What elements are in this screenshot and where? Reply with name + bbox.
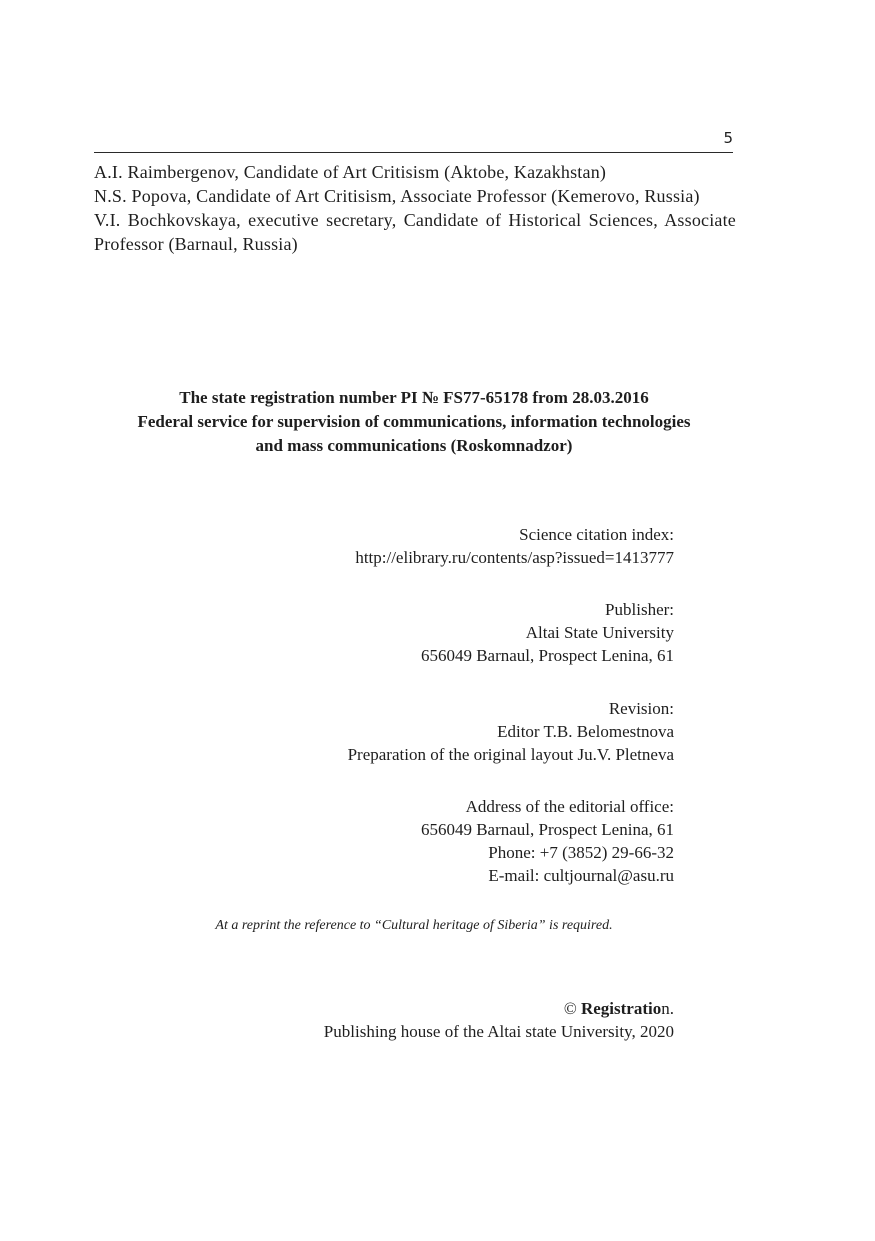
office-address: 656049 Barnaul, Prospect Lenina, 61: [420, 820, 674, 839]
reprint-note: At a reprint the reference to “Cultural heritage of Siberia” is required.: [215, 918, 613, 933]
publisher-address: 656049 Barnaul, Prospect Lenina, 61: [420, 646, 674, 665]
office-label: Address of the editorial office:: [465, 797, 674, 816]
page-number: 5: [723, 129, 733, 147]
editorial-office-block: [214, 795, 674, 887]
publisher-block: [214, 598, 674, 667]
publisher-label: Publisher:: [605, 600, 674, 619]
citation-label: Science citation index:: [519, 525, 674, 544]
revision-block: [214, 697, 674, 766]
board-member-bochkovskaya: V.I. Bochkovskaya, executive secretary, Candidate of Historical Sciences, Associate Professor (Barnaul, Russia): [94, 210, 736, 254]
revision-layout: Preparation of the original layout Ju.V. Pletneva: [347, 745, 674, 764]
registration-line-2: Federal service for supervision of communications, information technologies: [137, 412, 691, 431]
revision-editor: Editor T.B. Belomestnova: [497, 722, 674, 741]
copyright-block: [214, 997, 674, 1043]
registration-line-1: The state registration number PI № FS77-65178 from 28.03.2016: [179, 388, 649, 407]
copyright-normal-text: n.: [661, 999, 674, 1018]
citation-block: [214, 523, 674, 569]
revision-label: Revision:: [608, 699, 674, 718]
header-rule: [94, 152, 733, 153]
registration-line-3: and mass communications (Roskomnadzor): [255, 436, 573, 455]
copyright-symbol: ©: [563, 999, 581, 1018]
copyright-line: [214, 997, 674, 1020]
board-member-popova: N.S. Popova, Candidate of Art Critisism, Associate Professor (Kemerovo, Russia): [94, 186, 700, 206]
registration-block: [94, 386, 734, 458]
board-member-raimbergenov: A.I. Raimbergenov, Candidate of Art Critisism (Aktobe, Kazakhstan): [94, 162, 607, 182]
copyright-bold-text: Registratio: [580, 999, 662, 1018]
copyright-publisher-line: Publishing house of the Altai state University, 2020: [323, 1022, 674, 1041]
publisher-name: Altai State University: [525, 623, 674, 642]
office-phone: Phone: +7 (3852) 29-66-32: [488, 843, 674, 862]
office-email[interactable]: E-mail: cultjournal@asu.ru: [488, 866, 674, 885]
citation-url[interactable]: http://elibrary.ru/contents/asp?issued=1413777: [355, 548, 674, 567]
editorial-board-list: [94, 160, 736, 256]
